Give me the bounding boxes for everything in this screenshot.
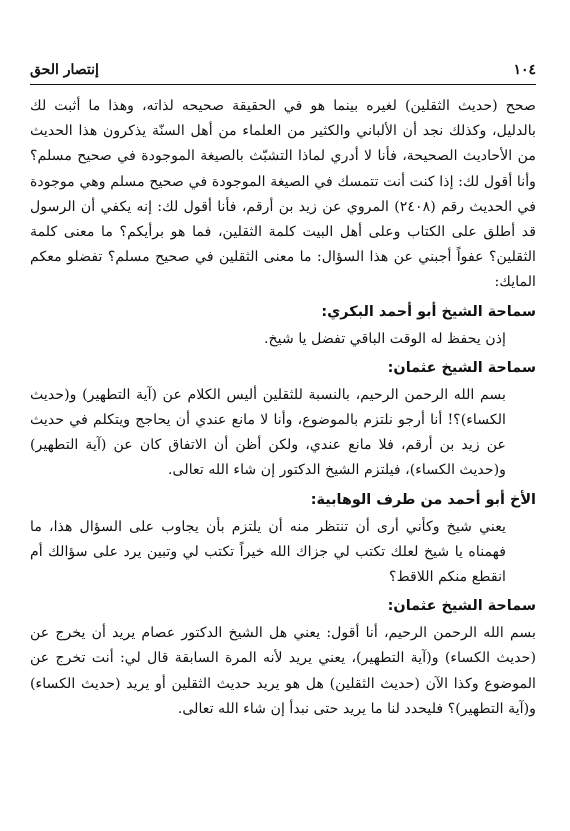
speaker-heading-bakri: سماحة الشيخ أبو أحمد البكري:	[321, 303, 536, 320]
paragraph-abu-ahmad: يعني شيخ وكأني أرى أن تنتظر منه أن يلتزم بأن يجاوب على السؤال هذا، ما فهمناه يا شيخ لعلك تكتب لي جزاك الله خيراً تكتب لي وتبين يرد على سؤالك أم انقطع منكم اللاقط؟	[30, 518, 506, 586]
paragraph-othman-2: بسم الله الرحمن الرحيم، أنا أقول: يعني هل الشيخ الدكتور عصام يريد أن يخرج عن (حديث الكساء) و(آية التطهير)، يعني يريد لأنه المرة السابقة قال لي: أنت تخرج عن الموضوع وكذا الآن (حديث الثقلين) هل هو يريد حديث الثقلين أو يريد (حديث الكساء) و(آية التطهير)؟ فليحدد لنا ما يريد حتى نبدأ إن شاء الله تعالى.	[30, 625, 536, 717]
page-header	[30, 60, 536, 85]
page-number: ١٠٤	[513, 62, 536, 78]
running-title: إنتصار الحق	[30, 62, 99, 78]
paragraph-intro: صحح (حديث الثقلين) لغيره بينما هو في الحقيقة صحيحه لذاته، وهذا ما أثبت لك بالدليل، وكذلك نجد أن الألباني والكثير من العلماء من أهل السنّة يذكرون هذا الحديث من الأحاديث الصحيحة، فأنا لا أدري لماذا التشبّث بالصيغة الموجودة في صحيح مسلم؟ وأنا أقول لك: إذا كنت أنت تتمسك في الصيغة الموجودة في صحيح مسلم وهي موجودة في الحديث رقم (٢٤٠٨) المروي عن زيد بن أرقم، فأنا أقول لك: إنه يكفي أن الرسول قد أطلق على الكتاب وعلى أهل البيت كلمة الثقلين، فما هو برأيكم؟ ما معنى كلمة الثقلين؟ عفواً أجبني عن هذا السؤال: ما معنى الثقلين في صحيح مسلم؟ تفضلو معكم المايك:	[30, 98, 536, 291]
speaker-heading-abu-ahmad: الأخ أبو أحمد من طرف الوهابية:	[310, 491, 536, 508]
speaker-heading-othman-1: سماحة الشيخ عثمان:	[387, 359, 536, 376]
speaker-heading-othman-2: سماحة الشيخ عثمان:	[387, 598, 536, 615]
page-body	[30, 94, 536, 724]
paragraph-bakri: إذن يحفظ له الوقت الباقي تفضل يا شيخ.	[264, 330, 506, 347]
paragraph-othman-1: بسم الله الرحمن الرحيم، بالنسبة للثقلين أليس الكلام عن (آية التطهير) و(حديث الكساء)؟! أنا أرجو نلتزم بالموضوع، وأنا لا مانع عندي أن يحاجج ويتكلم في حديث عن زيد بن أرقم، فلا مانع عندي، ولكن أظن أن الاتفاق كان عن (آية التطهير) و(حديث الكساء)، فيلتزم الشيخ الدكتور إن شاء الله تعالى.	[30, 386, 506, 479]
